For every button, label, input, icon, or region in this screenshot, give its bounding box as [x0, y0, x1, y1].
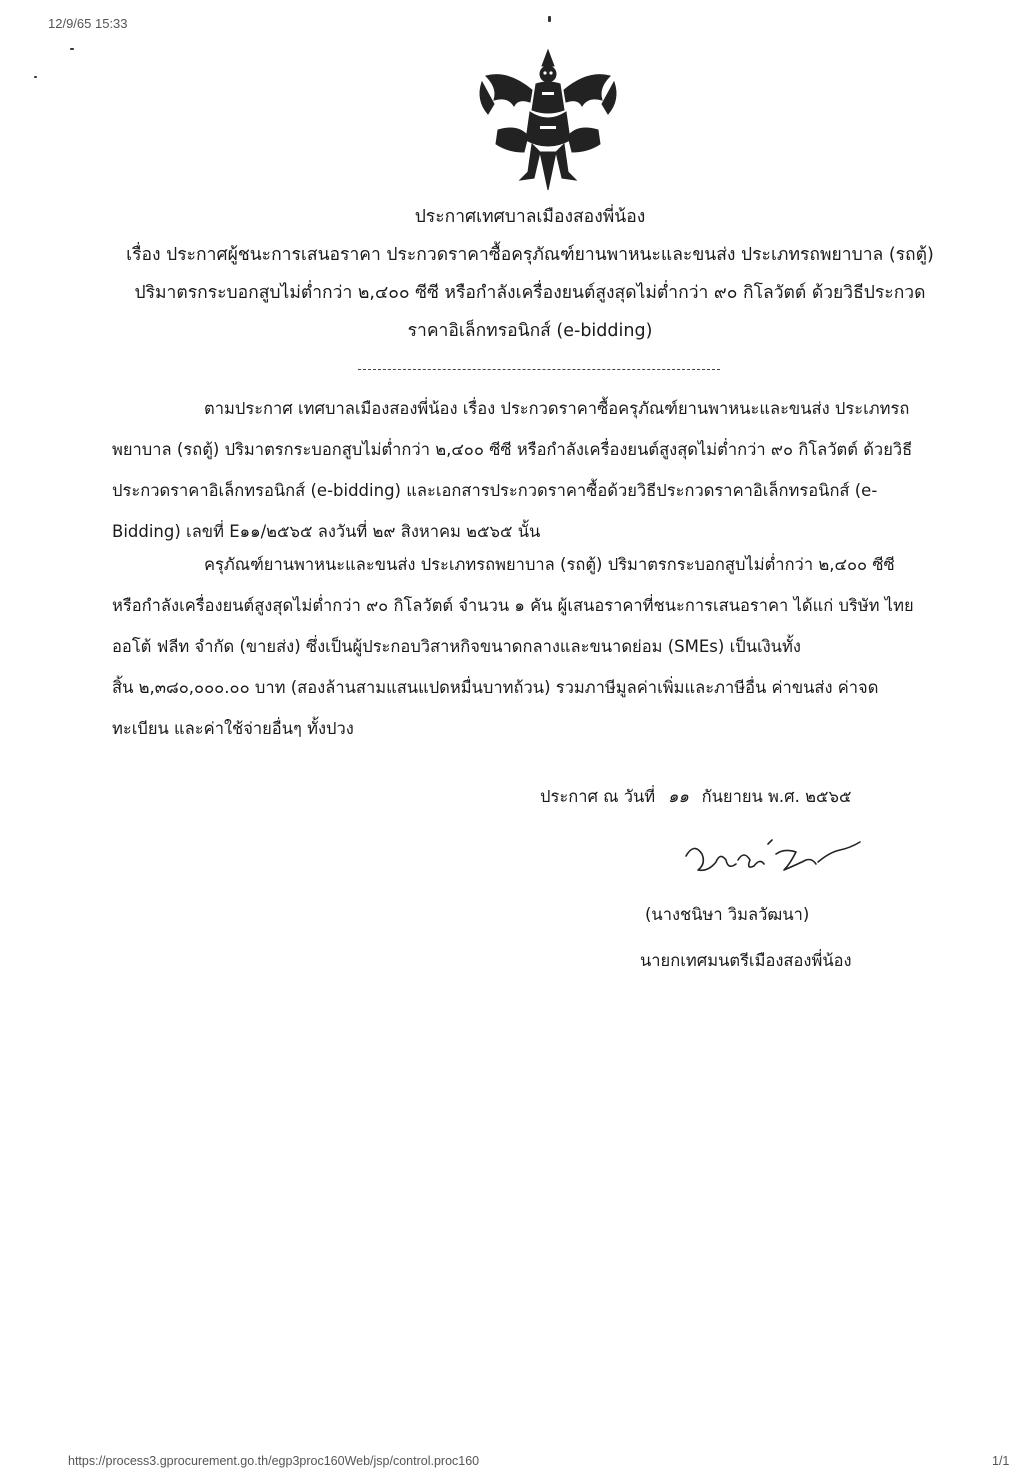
handwritten-signature-icon	[680, 820, 880, 890]
paragraph-line: ประกวดราคาอิเล็กทรอนิกส์ (e-bidding) และเอกสารประกวดราคาซื้อด้วยวิธีประกวดราคาอิเล็กทรอนิกส์ (e-	[112, 481, 878, 500]
subject-line: ปริมาตรกระบอกสูบไม่ต่ำกว่า ๒,๔๐๐ ซีซี หรือกำลังเครื่องยนต์สูงสุดไม่ต่ำกว่า ๙๐ กิโลวัตต์ ด้วยวิธีประกวด	[134, 283, 926, 303]
body-paragraph-2	[112, 544, 914, 749]
subject-line: เรื่อง ประกาศผู้ชนะการเสนอราคา ประกวดราคาซื้อครุภัณฑ์ยานพาหนะและขนส่ง ประเภทรถพยาบาล (รถตู้)	[126, 245, 934, 265]
date-prefix: ประกาศ ณ วันที่	[540, 787, 656, 806]
issuer-title: ประกาศเทศบาลเมืองสองพี่น้อง	[414, 207, 646, 227]
footer-url: https://process3.gprocurement.go.th/egp3proc160Web/jsp/control.proc160	[68, 1454, 480, 1468]
scan-speck	[34, 76, 37, 78]
scan-speck	[548, 16, 551, 22]
subject-line: ราคาอิเล็กทรอนิกส์ (e-bidding)	[407, 321, 653, 341]
date-suffix: กันยายน พ.ศ. ๒๕๖๕	[701, 787, 852, 806]
heading-divider	[358, 369, 720, 370]
print-timestamp: 12/9/65 15:33	[48, 16, 128, 31]
announcement-date	[540, 784, 851, 810]
paragraph-line: ทะเบียน และค่าใช้จ่ายอื่นๆ ทั้งปวง	[112, 719, 354, 738]
page-number: 1/1	[992, 1454, 1010, 1468]
signer-title: นายกเทศมนตรีเมืองสองพี่น้อง	[640, 951, 852, 970]
body-paragraph-1	[112, 388, 912, 552]
paragraph-line: หรือกำลังเครื่องยนต์สูงสุดไม่ต่ำกว่า ๙๐ กิโลวัตต์ จำนวน ๑ คัน ผู้เสนอราคาที่ชนะการเสนอราคา ได้แก่ บริษัท ไทย	[112, 596, 914, 615]
signer-name: (นางชนิษา วิมลวัฒนา)	[645, 905, 810, 924]
announcement-heading	[100, 198, 960, 350]
paragraph-line: สิ้น ๒,๓๘๐,๐๐๐.๐๐ บาท (สองล้านสามแสนแปดหมื่นบาทถ้วน) รวมภาษีมูลค่าเพิ่มและภาษีอื่น ค่าขนส่ง ค่าจด	[112, 678, 879, 697]
paragraph-line: พยาบาล (รถตู้) ปริมาตรกระบอกสูบไม่ต่ำกว่า ๒,๔๐๐ ซีซี หรือกำลังเครื่องยนต์สูงสุดไม่ต่ำกว่า ๙๐ กิโลวัตต์ ด้วยวิธี	[112, 440, 913, 459]
paragraph-line: Bidding) เลขที่ E๑๑/๒๕๖๕ ลงวันที่ ๒๙ สิงหาคม ๒๕๖๕ นั้น	[112, 522, 541, 541]
scan-speck	[70, 48, 74, 50]
garuda-emblem-icon	[468, 40, 628, 200]
paragraph-line: ตามประกาศ เทศบาลเมืองสองพี่น้อง เรื่อง ประกวดราคาซื้อครุภัณฑ์ยานพาหนะและขนส่ง ประเภทรถ	[204, 399, 910, 418]
date-day: ๑๑	[667, 787, 689, 806]
paragraph-line: ครุภัณฑ์ยานพาหนะและขนส่ง ประเภทรถพยาบาล (รถตู้) ปริมาตรกระบอกสูบไม่ต่ำกว่า ๒,๔๐๐ ซีซี	[204, 555, 895, 574]
paragraph-line: ออโต้ ฟลีท จำกัด (ขายส่ง) ซึ่งเป็นผู้ประกอบวิสาหกิจขนาดกลางและขนาดย่อม (SMEs) เป็นเงินทั้ง	[112, 637, 801, 656]
